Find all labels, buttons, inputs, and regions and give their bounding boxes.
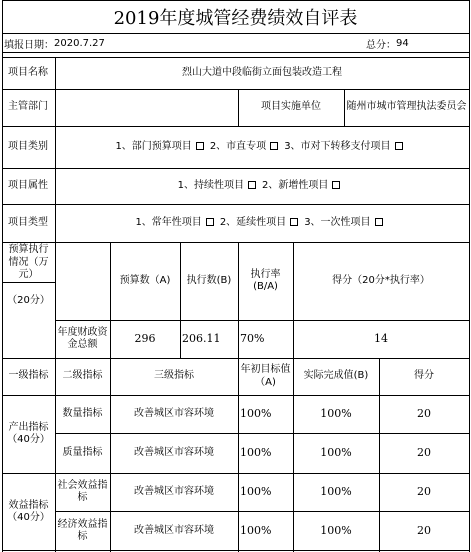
attribute-option-1[interactable]: 1、持续性项目 (178, 180, 256, 193)
table-rule (180, 242, 181, 359)
table-rule (2, 204, 470, 205)
budget-points: （20分） (7, 294, 50, 306)
attribute-options (55, 168, 469, 204)
indicator-score: 20 (417, 446, 431, 460)
indicator-actual: 100% (320, 485, 352, 499)
budget-header-score: 得分（20分*执行率） (332, 274, 430, 286)
budget-label: 预算执行情况（万元） (8, 244, 49, 280)
indicator-actual: 100% (320, 446, 352, 460)
checkbox[interactable] (248, 181, 256, 189)
total-score-label: 总分： (366, 39, 396, 51)
impl-unit-label: 项目实施单位 (261, 101, 321, 113)
budget-score-value: 14 (374, 332, 388, 346)
indicator-score: 20 (417, 524, 431, 538)
table-rule (2, 358, 470, 359)
impl-unit-value: 随州市城市管理执法委员会 (346, 101, 467, 113)
table-rule (2, 0, 3, 552)
category-label: 项目类别 (8, 140, 48, 152)
category-options (55, 126, 469, 168)
indicator-level2: 社会效益指标 (57, 479, 108, 503)
budget-row-label: 年度财政资金总额 (57, 326, 108, 350)
indicator-actual: 100% (320, 524, 352, 538)
table-rule (2, 126, 470, 127)
indicator-level3: 改善城区市容环境 (134, 407, 214, 419)
table-rule (110, 242, 111, 552)
category-option-2[interactable]: 2、市直专项 (210, 141, 278, 154)
category-option-1[interactable]: 1、部门预算项目 (115, 141, 203, 154)
budget-header-executed: 执行数(B) (186, 274, 232, 286)
indicator-header-target: 年初目标值（A) (240, 364, 291, 388)
report-date-label: 填报日期： (4, 39, 54, 51)
indicator-level3: 改善城区市容环境 (134, 524, 214, 536)
budget-header-planned: 预算数（A) (119, 274, 171, 286)
indicator-target: 100% (240, 485, 272, 499)
indicator-level2: 数量指标 (62, 407, 103, 419)
table-rule (2, 33, 470, 34)
indicator-score: 20 (417, 485, 431, 499)
type-options (55, 204, 469, 242)
indicator-header-level3: 三级指标 (154, 370, 194, 382)
indicator-header-level2: 二级指标 (62, 370, 103, 382)
total-score (366, 34, 409, 52)
checkbox[interactable] (196, 142, 204, 150)
category-option-3[interactable]: 3、市对下转移支付项目 (284, 141, 402, 154)
table-rule (344, 89, 345, 127)
type-option-1[interactable]: 1、常年性项目 (135, 217, 213, 230)
table-rule (379, 358, 380, 552)
table-rule (469, 0, 470, 552)
table-rule (2, 89, 470, 90)
type-option-2[interactable]: 2、延续性项目 (220, 217, 298, 230)
table-rule (2, 52, 470, 53)
table-rule (293, 358, 294, 552)
indicator-actual: 100% (320, 407, 352, 421)
report-date-value: 2020.7.27 (54, 37, 105, 49)
indicator-header-score: 得分 (414, 370, 434, 382)
project-name-value: 烈山大道中段临街立面包装改造工程 (182, 66, 342, 78)
attribute-option-2[interactable]: 2、新增性项目 (262, 180, 340, 193)
table-rule (55, 57, 56, 552)
report-date (4, 34, 105, 52)
budget-rate-value: 70% (240, 332, 265, 346)
indicator-level3: 改善城区市容环境 (134, 485, 214, 497)
table-rule (55, 433, 470, 434)
checkbox[interactable] (206, 218, 214, 226)
budget-header-rate: 执行率(B/A) (250, 268, 281, 292)
indicator-level3: 改善城区市容环境 (134, 446, 214, 458)
budget-planned-value: 296 (134, 332, 156, 346)
table-rule (55, 511, 470, 512)
table-rule (2, 242, 470, 243)
table-rule (2, 0, 470, 1)
indicator-level2: 经济效益指标 (57, 518, 108, 542)
indicator-header-actual: 实际完成值(B) (303, 370, 369, 382)
table-rule (293, 242, 294, 359)
form-title: 2019年度城管经费绩效自评表 (113, 7, 358, 29)
department-label: 主管部门 (8, 101, 48, 113)
indicator-target: 100% (240, 524, 272, 538)
total-score-value: 94 (396, 37, 409, 49)
type-label: 项目类型 (8, 216, 48, 228)
indicator-score: 20 (417, 407, 431, 421)
indicator-level2: 质量指标 (62, 446, 103, 458)
attribute-label: 项目属性 (8, 179, 48, 191)
checkbox[interactable] (375, 218, 383, 226)
table-rule (2, 57, 470, 58)
table-rule (238, 242, 239, 552)
indicator-group-output: 产出指标 （40分） (7, 421, 50, 445)
indicator-group-benefit: 效益指标 （40分） (7, 499, 50, 523)
table-rule (2, 395, 470, 396)
table-rule (2, 473, 470, 474)
budget-executed-value: 206.11 (182, 332, 221, 346)
checkbox[interactable] (395, 142, 403, 150)
checkbox[interactable] (332, 181, 340, 189)
type-option-3[interactable]: 3、一次性项目 (304, 217, 382, 230)
checkbox[interactable] (290, 218, 298, 226)
indicator-header-level1: 一级指标 (8, 370, 49, 382)
table-rule (2, 282, 56, 283)
checkbox[interactable] (270, 142, 278, 150)
table-rule (2, 168, 470, 169)
indicator-target: 100% (240, 446, 272, 460)
table-rule (238, 89, 239, 127)
project-name-label: 项目名称 (8, 66, 48, 78)
indicator-target: 100% (240, 407, 272, 421)
department-value (55, 89, 238, 126)
table-rule (55, 320, 470, 321)
